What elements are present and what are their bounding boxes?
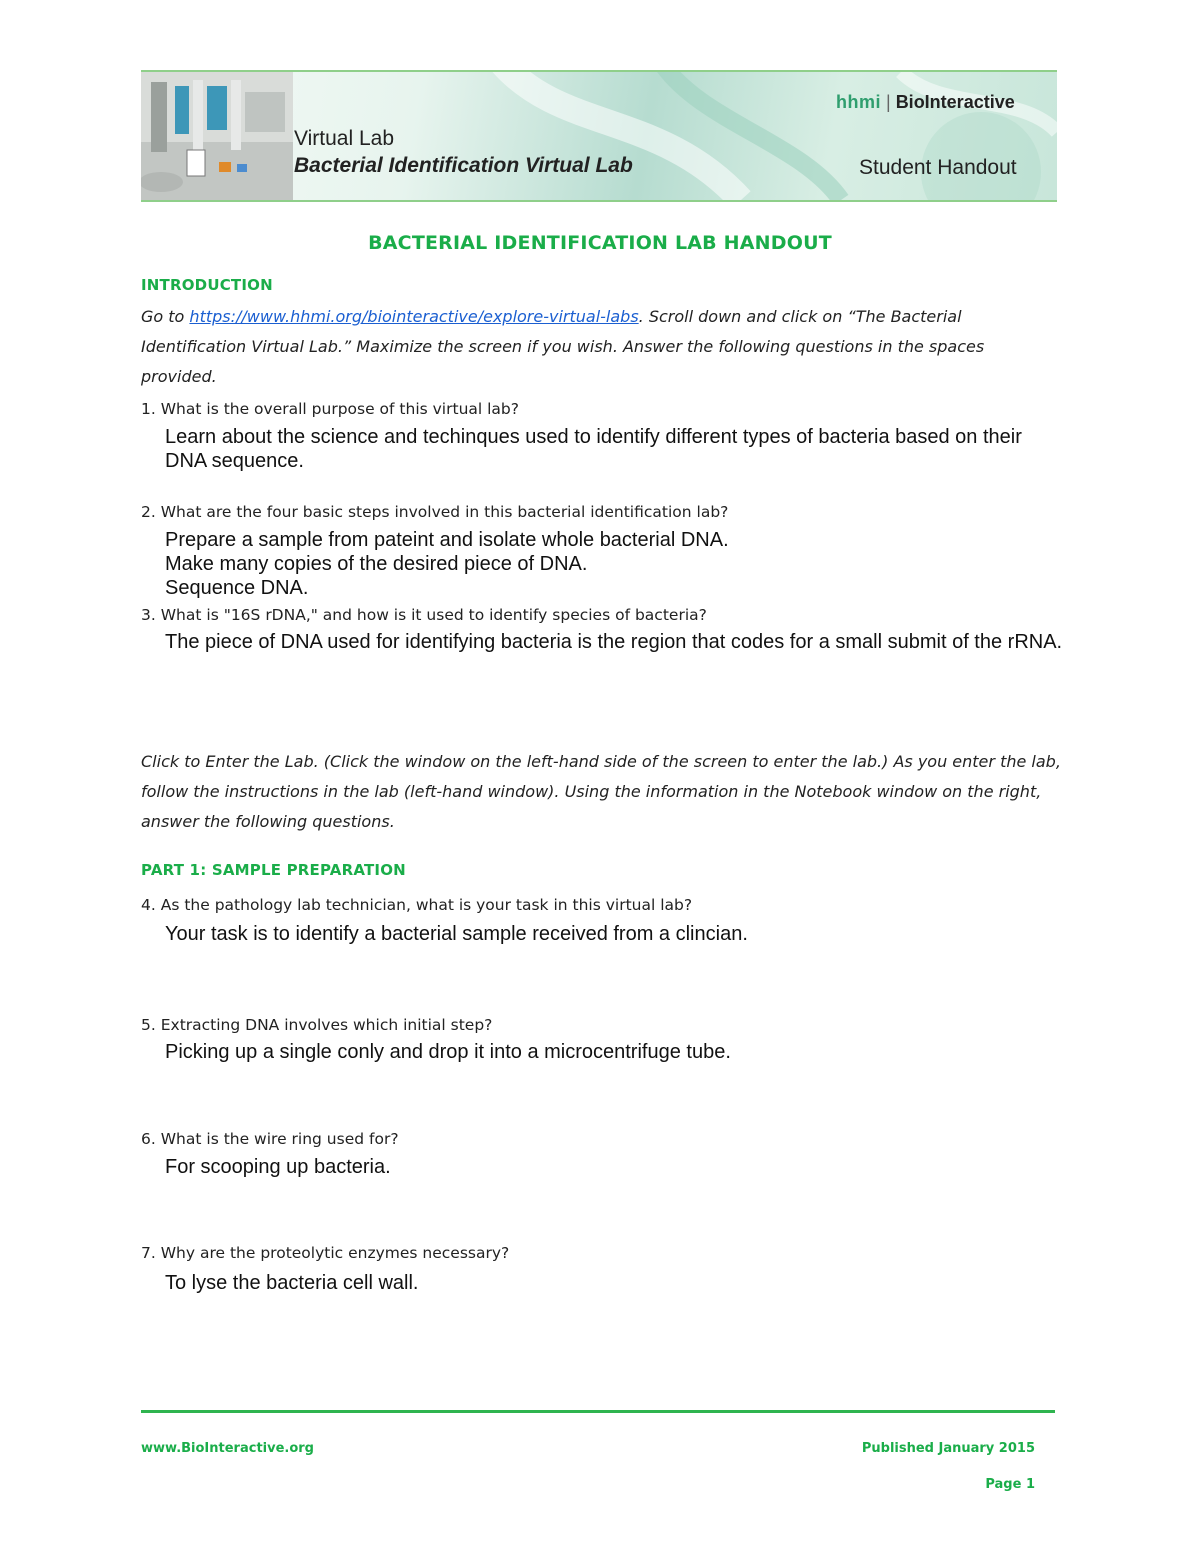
answer-2-line: Sequence DNA.: [165, 577, 309, 599]
question-5: 5. Extracting DNA involves which initial step?: [141, 1016, 493, 1034]
virtual-labs-link[interactable]: https://www.hhmi.org/biointeractive/explore-virtual-labs: [189, 307, 639, 326]
enter-lab-instructions: Click to Enter the Lab. (Click the window on the left-hand side of the screen to enter the lab.) As you enter the lab, follow the instructions in the lab (left-hand window). Using the information in the Notebook window on the right, answer the following questions.: [141, 752, 1061, 831]
answer-2-line: Prepare a sample from pateint and isolate whole bacterial DNA.: [165, 529, 729, 551]
question-1: 1. What is the overall purpose of this virtual lab?: [141, 400, 519, 418]
question-4: 4. As the pathology lab technician, what is your task in this virtual lab?: [141, 896, 693, 914]
answer-2[interactable]: [165, 528, 1065, 600]
answer-4[interactable]: Your task is to identify a bacterial sample received from a clincian.: [165, 923, 748, 945]
introduction-heading: INTRODUCTION: [141, 276, 273, 294]
lab-photo: [141, 72, 293, 200]
banner-subtitle: Virtual Lab: [294, 127, 395, 150]
introduction-text: Go to https://www.hhmi.org/biointeractive/explore-virtual-labs. Scroll down and click on “The Bacterial Identification Virtual Lab.” Maximize the screen if you wish. Answer the following questions in the spaces provided.: [141, 307, 985, 386]
part1-heading: PART 1: SAMPLE PREPARATION: [141, 861, 406, 879]
student-handout-label: Student Handout: [859, 156, 1017, 179]
question-3: 3. What is "16S rDNA," and how is it used to identify species of bacteria?: [141, 606, 707, 624]
question-7: 7. Why are the proteolytic enzymes necessary?: [141, 1244, 510, 1262]
answer-2-line: Make many copies of the desired piece of DNA.: [165, 553, 588, 575]
answer-5[interactable]: Picking up a single conly and drop it into a microcentrifuge tube.: [165, 1041, 731, 1063]
footer-published: Published January 2015: [861, 1441, 1035, 1456]
answer-6[interactable]: For scooping up bacteria.: [165, 1156, 391, 1178]
brand-biointeractive: BioInteractive: [895, 92, 1015, 112]
answer-1[interactable]: Learn about the science and techinques used to identify different types of bacteria based on their DNA sequence.: [165, 426, 1022, 472]
banner-title: Bacterial Identification Virtual Lab: [294, 154, 633, 177]
answer-7[interactable]: To lyse the bacteria cell wall.: [165, 1272, 419, 1294]
brand-hhmi: hhmi: [836, 92, 881, 112]
question-2: 2. What are the four basic steps involved in this bacterial identification lab?: [141, 503, 729, 521]
hhmi-biointeractive-logo: hhmi | BioInteractive: [836, 92, 1015, 112]
page-number: Page 1: [985, 1477, 1035, 1492]
footer-website[interactable]: www.BioInteractive.org: [141, 1441, 314, 1456]
header-banner: [141, 70, 1057, 202]
document-title: BACTERIAL IDENTIFICATION LAB HANDOUT: [368, 232, 832, 254]
question-6: 6. What is the wire ring used for?: [141, 1130, 399, 1148]
answer-3[interactable]: The piece of DNA used for identifying bacteria is the region that codes for a small submit of the rRNA.: [165, 631, 1063, 653]
footer-divider: [141, 1410, 1055, 1413]
